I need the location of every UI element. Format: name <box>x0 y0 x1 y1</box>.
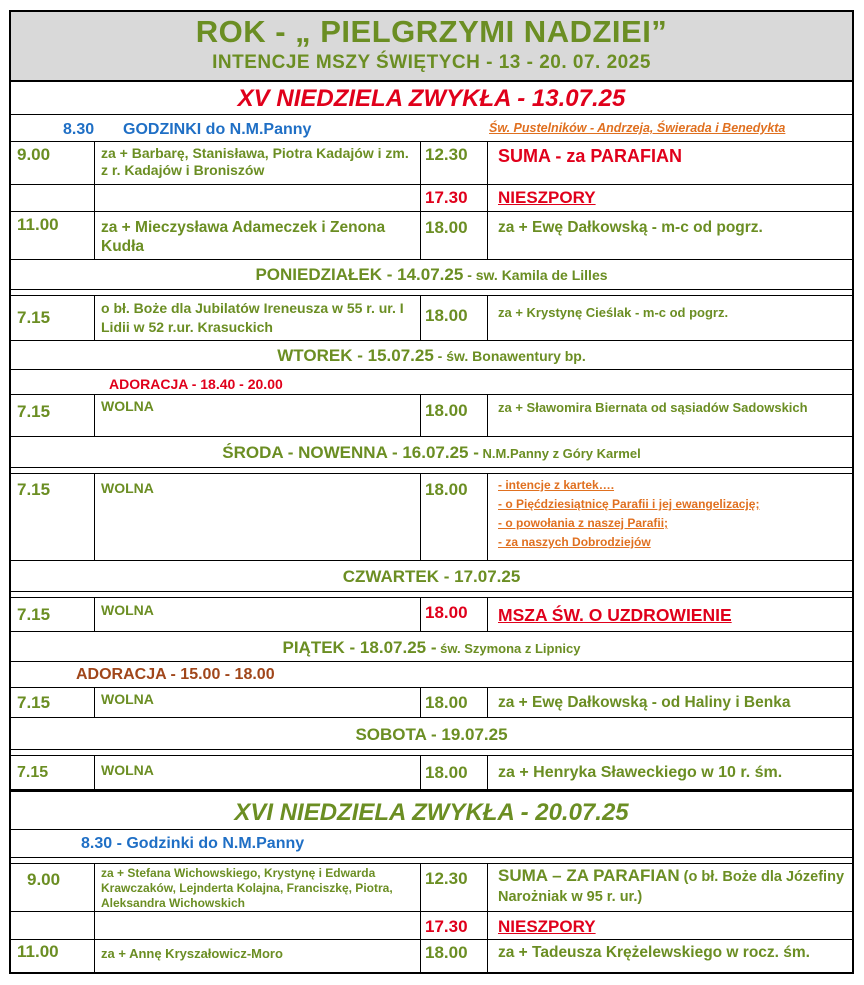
mass-intention: SUMA – ZA PARAFIAN <box>498 866 680 885</box>
mass-intention: WOLNA <box>101 762 154 778</box>
day-title: PIĄTEK - 18.07.25 - <box>282 638 437 657</box>
mass-intention: za + Stefana Wichowskiego, Krystynę i Edwarda Krawczaków, Lejnderta Kolajna, Franciszkę, Piotra, Aleksandra Wichowskich <box>101 866 393 910</box>
day-saint: - sw. Kamila de Lilles <box>463 267 608 283</box>
mass-time: 11.00 <box>17 942 59 961</box>
day-header-friday <box>11 632 852 662</box>
table-row <box>11 142 852 185</box>
day-header-tuesday <box>11 341 852 370</box>
mass-intention: za + Barbarę, Stanisława, Piotra Kadajów i zm. z r. Kadajów i Broniszów <box>101 145 409 178</box>
sunday1-hours-label: GODZINKI do N.M.Panny <box>123 121 312 138</box>
table-row <box>11 912 852 940</box>
mass-time: 12.30 <box>425 145 468 164</box>
day-title: ŚRODA - NOWENNA - 16.07.25 - <box>222 443 479 462</box>
mass-intention: WOLNA <box>101 398 154 414</box>
schedule-frame <box>9 10 854 974</box>
intention-list-item: - o powołania z naszej Parafii; <box>498 516 669 530</box>
day-header-wednesday <box>11 437 852 468</box>
intention-list-item: - o Pięćdziesiątnicę Parafii i jej ewangelizację; <box>498 497 760 511</box>
mass-intention: SUMA - za PARAFIAN <box>498 146 682 166</box>
day-title: CZWARTEK - 17.07.25 <box>342 567 521 586</box>
sunday1-title: XV NIEDZIELA ZWYKŁA - 13.07.25 <box>237 85 626 112</box>
mass-intention: za + Ewę Dałkowską - m-c od pogrz. <box>498 219 763 236</box>
mass-time: 7.15 <box>17 693 51 712</box>
mass-intention: za + Tadeusza Krężelewskiego w rocz. śm. <box>498 944 810 961</box>
mass-time: 7.15 <box>17 480 51 499</box>
mass-intention: WOLNA <box>101 691 154 707</box>
mass-time: 7.15 <box>17 605 51 624</box>
day-title: PONIEDZIAŁEK - 14.07.25 <box>255 265 464 284</box>
mass-intention: za + Henryka Sławeckiego w 10 r. śm. <box>498 764 783 781</box>
mass-intention: za + Krystynę Cieślak - m-c od pogrz. <box>498 305 729 320</box>
mass-time: 18.00 <box>425 943 468 962</box>
page-header <box>11 12 852 82</box>
sunday1-hours-time: 8.30 <box>63 121 95 138</box>
mass-intention: za + Mieczysława Adameczek i Zenona Kudła <box>101 219 386 255</box>
mass-time: 18.00 <box>425 401 468 420</box>
table-row <box>11 688 852 718</box>
page-subtitle: INTENCJE MSZY ŚWIĘTYCH - 13 - 20. 07. 2025 <box>212 52 651 73</box>
mass-time: 18.00 <box>425 603 468 622</box>
mass-intention: o bł. Boże dla Jubilatów Ireneusza w 55 r. ur. I Lidii w 52 r.ur. Krasuckich <box>101 300 404 335</box>
healing-mass-label: MSZA ŚW. O UZDROWIENIE <box>498 605 732 625</box>
mass-time: 7.15 <box>17 402 51 421</box>
table-row <box>11 212 852 259</box>
mass-time: 18.00 <box>425 480 468 499</box>
page-title: ROK - „ PIELGRZYMI NADZIEI” <box>195 14 668 49</box>
vespers-label: NIESZPORY <box>498 188 596 207</box>
mass-time: 9.00 <box>17 145 51 164</box>
mass-time: 17.30 <box>425 188 468 207</box>
mass-time: 18.00 <box>425 693 468 712</box>
adoration-label: ADORACJA - 18.40 - 20.00 <box>109 376 283 392</box>
mass-time: 18.00 <box>425 306 468 325</box>
mass-time: 7.15 <box>17 308 51 327</box>
sunday1-saints: Św. Pustelników - Andrzeja, Świerada i Benedykta <box>489 121 786 135</box>
mass-time: 9.00 <box>27 870 61 889</box>
table-row <box>11 296 852 341</box>
table-row <box>11 474 852 561</box>
day-saint: N.M.Panny z Góry Karmel <box>478 446 641 461</box>
table-row <box>11 395 852 437</box>
sunday2-header <box>11 792 852 830</box>
sunday1-hours-row <box>11 115 852 142</box>
adoration-row <box>11 662 852 688</box>
mass-intention: za + Annę Kryszałowicz-Moro <box>101 946 283 961</box>
day-title: SOBOTA - 19.07.25 <box>355 725 508 744</box>
mass-intention: za + Sławomira Biernata od sąsiadów Sadowskich <box>498 400 808 415</box>
adoration-row <box>11 370 852 395</box>
mass-intention: WOLNA <box>101 480 154 496</box>
sunday2-title: XVI NIEDZIELA ZWYKŁA - 20.07.25 <box>234 799 629 826</box>
mass-intention: za + Ewę Dałkowską - od Haliny i Benka <box>498 694 791 711</box>
day-saint: św. Szymona z Lipnicy <box>436 641 581 656</box>
mass-time: 12.30 <box>425 869 468 888</box>
mass-intention-note: (o bł. Boże dla Józefiny Narożniak w 95 r. ur.) <box>498 869 845 905</box>
mass-time: 7.15 <box>17 764 49 781</box>
adoration-label: ADORACJA - 15.00 - 18.00 <box>76 666 275 683</box>
vespers-label: NIESZPORY <box>498 917 596 936</box>
intention-list-item: - za naszych Dobrodziejów <box>498 535 651 549</box>
sunday2-hours-row <box>11 830 852 858</box>
sunday2-hours-label: 8.30 - Godzinki do N.M.Panny <box>81 835 305 852</box>
intention-list-item: - intencje z kartek…. <box>498 478 615 492</box>
table-row <box>11 940 852 974</box>
mass-intention: WOLNA <box>101 602 154 618</box>
day-title: WTOREK - 15.07.25 <box>277 346 434 365</box>
mass-time: 11.00 <box>17 215 59 234</box>
mass-time: 18.00 <box>425 218 468 237</box>
mass-time: 18.00 <box>425 763 468 782</box>
table-row <box>11 185 852 212</box>
day-saint: - św. Bonawentury bp. <box>433 348 586 364</box>
table-row <box>11 598 852 632</box>
day-header-thursday <box>11 561 852 592</box>
table-row <box>11 864 852 912</box>
day-header-monday <box>11 259 852 290</box>
mass-time: 17.30 <box>425 917 468 936</box>
day-header-saturday <box>11 718 852 750</box>
sunday1-header <box>11 82 852 115</box>
table-row <box>11 756 852 792</box>
